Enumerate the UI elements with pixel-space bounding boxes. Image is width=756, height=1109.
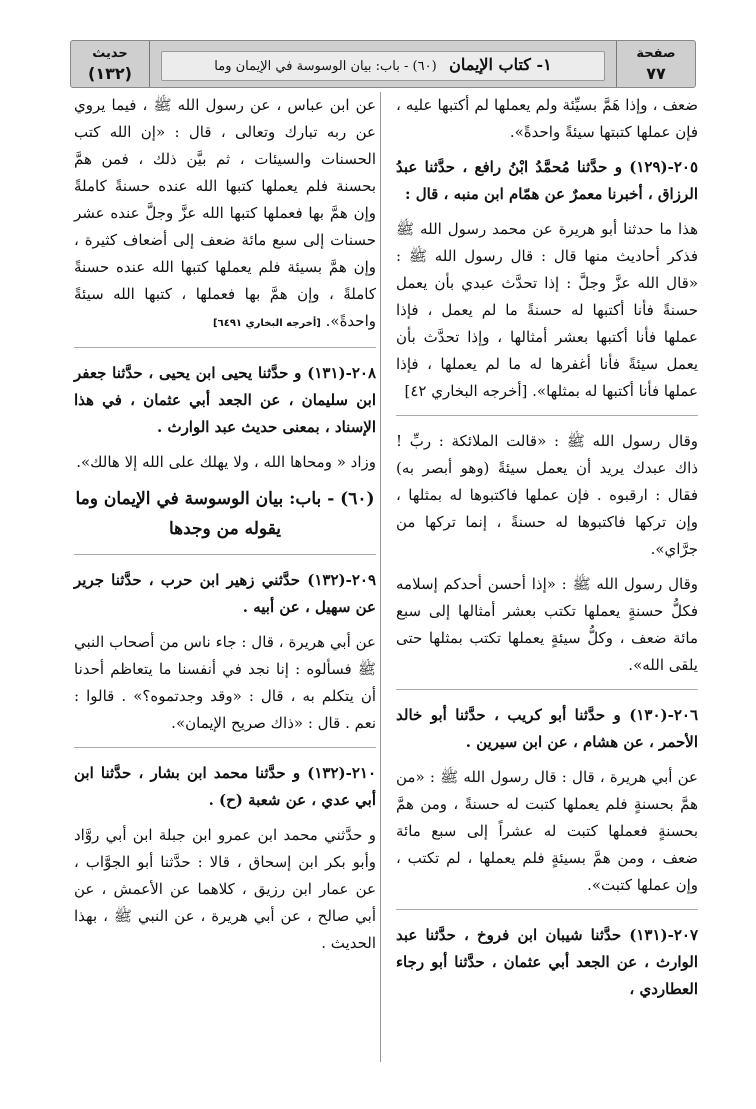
paragraph: و حدَّثني محمد ابن عمرو ابن جبلة ابن أبي روَّاد وأبو بكر ابن إسحاق ، قالا : حدَّثنا أبو الجوَّاب ، عن عمار ابن رزيق ، كلاهما عن الأعمش ، عن أبي صالح ، عن أبي هريرة ، عن النبي ﷺ ، بهذا الحديث .	[74, 826, 376, 952]
paragraph: ٢٠٥-(١٢٩) و حدَّثنا مُحمَّدُ ابْنُ رافع ، حدَّثنا عبدُ الرزاق ، أخبرنا معمرٌ عن همّام ابن منبه ، قال :	[396, 158, 698, 203]
left-column	[74, 92, 376, 965]
paragraph: عن أبي هريرة ، قال : جاء ناس من أصحاب النبي ﷺ فسألوه : إنا نجد في أنفسنا ما يتعاظم أحدنا أن يتكلم به ، قال : «وقد وجدتموه؟» . قالوا : نعم . قال : «ذاك صريح الإيمان».	[74, 633, 376, 732]
paragraph: وزاد « ومحاها الله ، ولا يهلك على الله إلا هالك».	[76, 453, 376, 471]
paragraph	[74, 92, 376, 337]
hadith-number-box	[71, 41, 150, 87]
separator	[396, 909, 698, 910]
separator	[74, 554, 376, 555]
right-column	[396, 92, 698, 1011]
paragraph: عن أبي هريرة ، قال : قال رسول الله ﷺ : «من همَّ بحسنةٍ فلم يعملها كتبت له حسنةً ، ومن همَّ بحسنةٍ فعملها كتبت له عشراً إلى سبع مائة ضعف ، ومن همَّ بسيئةٍ فلم يعملها ، لم تكتب ، وإن عملها كتبت».	[396, 768, 698, 894]
chapter-title: (٦٠) - باب: بيان الوسوسة في الإيمان وما	[214, 59, 437, 74]
paragraph: ٢٠٦-(١٣٠) و حدَّثنا أبو كريب ، حدَّثنا أبو خالد الأحمر ، عن هشام ، عن ابن سيرين .	[396, 706, 698, 751]
reference: [أخرجه البخاري ٦٤٩١]	[213, 318, 321, 329]
separator	[74, 347, 376, 348]
paragraph: هذا ما حدثنا أبو هريرة عن محمد رسول الله ﷺ فذكر أحاديث منها قال : قال رسول الله ﷺ : «قال الله عزَّ وجلَّ : إذا تحدَّث عبدي بأن يعمل حسنةً فأنا أكتبها له حسنةً ما لم يعمل ، فإذا عملها فأنا أكتبها بعشر أمثالها ، وإذا تحدَّث بأن يعمل سيئةً فأنا أغفرها له ما لم يعملها ، فإذا عملها فأنا أكتبها له بمثلها». [أخرجه البخاري ٤٢]	[396, 220, 698, 400]
page-label: صفحة	[636, 46, 676, 61]
chapter-heading: (٦٠) - باب: بيان الوسوسة في الإيمان وما يقوله من وجدها	[75, 489, 375, 539]
page-header	[70, 40, 696, 88]
running-title	[161, 51, 605, 81]
paragraph: ٢٠٨-(١٣١) و حدَّثنا يحيى ابن يحيى ، حدَّثنا جعفر ابن سليمان ، عن الجعد أبي عثمان ، في هذا الإسناد ، بمعنى حديث عبد الوارث .	[74, 364, 376, 436]
column-divider	[380, 92, 381, 1062]
paragraph: وقال رسول الله ﷺ : «قالت الملائكة : ربِّ ! ذاك عبدك يريد أن يعمل سيئةً (وهو أبصر به) فقال : ارقبوه . فإن عملها فاكتبوها له بمثلها ، وإن تركها فاكتبوها له حسنةً ، إنما تركها من جرَّاي».	[396, 432, 698, 558]
page-number: ٧٧	[646, 64, 666, 83]
paragraph: ٢٠٧-(١٣١) حدَّثنا شيبان ابن فروخ ، حدَّثنا عبد الوارث ، عن الجعد أبي عثمان ، حدَّثنا أبو رجاء العطاردي ،	[396, 926, 698, 998]
page-number-box	[616, 41, 695, 87]
hadith-label: حديث	[92, 46, 128, 61]
separator	[396, 689, 698, 690]
book-title: ١- كتاب الإيمان	[449, 55, 552, 74]
paragraph: ضعف ، وإذا هَمَّ بسيِّئة ولم يعملها لم أكتبها عليه ، فإن عملها كتبتها سيئةً واحدةً».	[396, 96, 698, 141]
separator	[396, 415, 698, 416]
paragraph: ٢٠٩-(١٣٢) حدَّثني زهير ابن حرب ، حدَّثنا جرير عن سهيل ، عن أبيه .	[74, 571, 376, 616]
paragraph: وقال رسول الله ﷺ : «إذا أحسن أحدكم إسلامه فكلُّ حسنةٍ يعملها تكتب بعشر أمثالها إلى سبع مائة ضعف ، وكلُّ سيئةٍ يعملها تكتب بمثلها حتى يلقى الله».	[396, 575, 698, 674]
paragraph: ٢١٠-(١٣٢) و حدَّثنا محمد ابن بشار ، حدَّثنا ابن أبي عدي ، عن شعبة (ح) .	[74, 764, 376, 809]
hadith-number: (١٣٢)	[88, 64, 132, 83]
separator	[74, 747, 376, 748]
paragraph-text: عن ابن عباس ، عن رسول الله ﷺ ، فيما يروي عن ربه تبارك وتعالى ، قال : «إن الله كتب الحسنات والسيئات ، ثم بيَّن ذلك ، فمن همَّ بحسنة فلم يعملها كتبها الله عنده حسنةً كاملةً وإن همَّ بها فعملها كتبها الله عزَّ وجلَّ عنده عشر حسنات إلى سبع مائة ضعف إلى أضعاف كثيرة ، وإن همَّ بسيئة فلم يعملها كتبها الله عنده حسنةً كاملةً ، وإن همَّ بها فعملها ، كتبها الله سيئةً واحدةً».	[74, 96, 376, 330]
